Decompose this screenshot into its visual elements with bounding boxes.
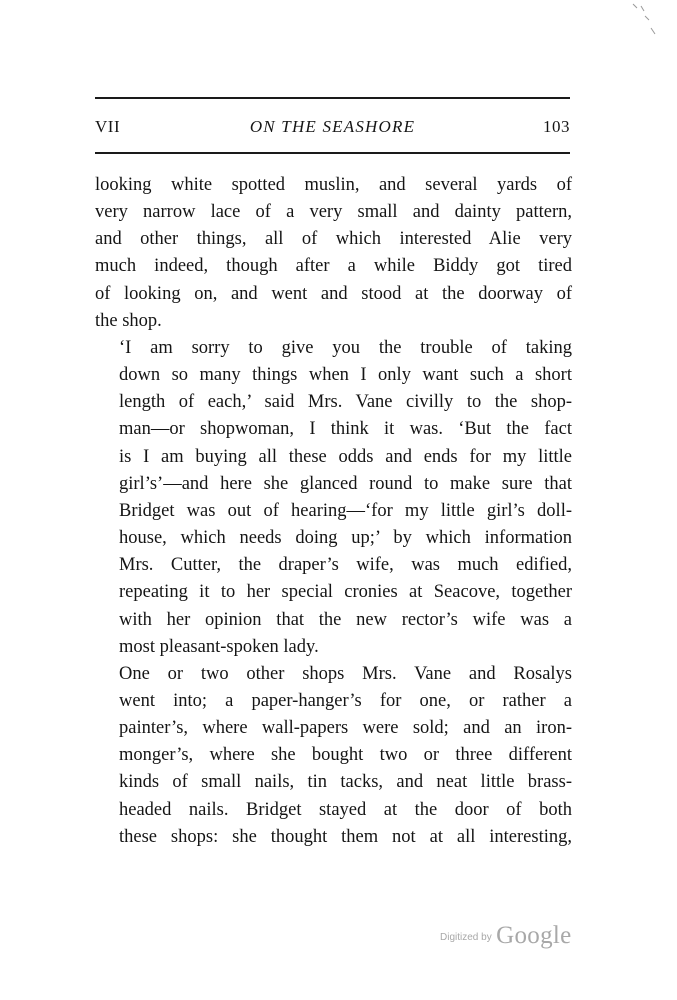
digitized-watermark [440, 922, 572, 950]
text-line: kinds of small nails, tin tacks, and neat little brass- [119, 772, 572, 793]
text-line: and other things, all of which interested Alie very [95, 229, 572, 250]
running-header [95, 114, 570, 140]
text-line: most pleasant-spoken lady. [119, 636, 319, 657]
text-line: length of each,’ said Mrs. Vane civilly to the shop- [119, 392, 572, 413]
text-line: much indeed, though after a while Biddy got tired [95, 256, 572, 277]
text-line: went into; a paper-hanger’s for one, or rather a [119, 690, 572, 711]
header-bottom-rule [95, 152, 570, 154]
text-line: painter’s, where wall-papers were sold; and an iron- [119, 718, 572, 739]
text-line: these shops: she thought them not at all interesting, [119, 826, 572, 847]
chapter-number: VII [95, 117, 121, 136]
watermark-prefix: Digitized by [440, 932, 492, 943]
text-line: headed nails. Bridget stayed at the door of both [119, 799, 572, 820]
text-line: girl’s’—and here she glanced round to make sure that [119, 473, 572, 494]
text-line: One or two other shops Mrs. Vane and Rosalys [119, 663, 572, 684]
text-line: Bridget was out of hearing—‘for my little girl’s doll- [119, 500, 572, 521]
text-line: repeating it to her special cronies at Seacove, together [119, 582, 572, 603]
paragraph-1 [95, 172, 572, 335]
watermark-logo: Google [496, 922, 572, 949]
text-line: man—or shopwoman, I think it was. ‘But the fact [119, 419, 572, 440]
text-line: of looking on, and went and stood at the doorway of [95, 283, 572, 304]
body-text [95, 172, 572, 851]
text-line: the shop. [95, 310, 162, 331]
page-number: 103 [543, 117, 570, 136]
text-line: ‘I am sorry to give you the trouble of taking [119, 337, 572, 358]
text-line: looking white spotted muslin, and several yards of [95, 175, 572, 195]
text-line: is I am buying all these odds and ends for my little [119, 446, 572, 467]
scan-speck-marks [631, 2, 661, 38]
text-line: very narrow lace of a very small and dainty pattern, [95, 202, 572, 223]
text-line: house, which needs doing up;’ by which information [119, 528, 572, 549]
paragraph-2 [95, 335, 572, 661]
text-line: with her opinion that the new rector’s wife was a [119, 609, 572, 630]
paragraph-3 [95, 661, 572, 851]
running-title: ON THE SEASHORE [249, 117, 416, 136]
header-top-rule [95, 97, 570, 99]
text-line: monger’s, where she bought two or three different [119, 745, 572, 766]
text-line: down so many things when I only want such a short [119, 365, 572, 386]
text-line: Mrs. Cutter, the draper’s wife, was much edified, [119, 555, 572, 576]
